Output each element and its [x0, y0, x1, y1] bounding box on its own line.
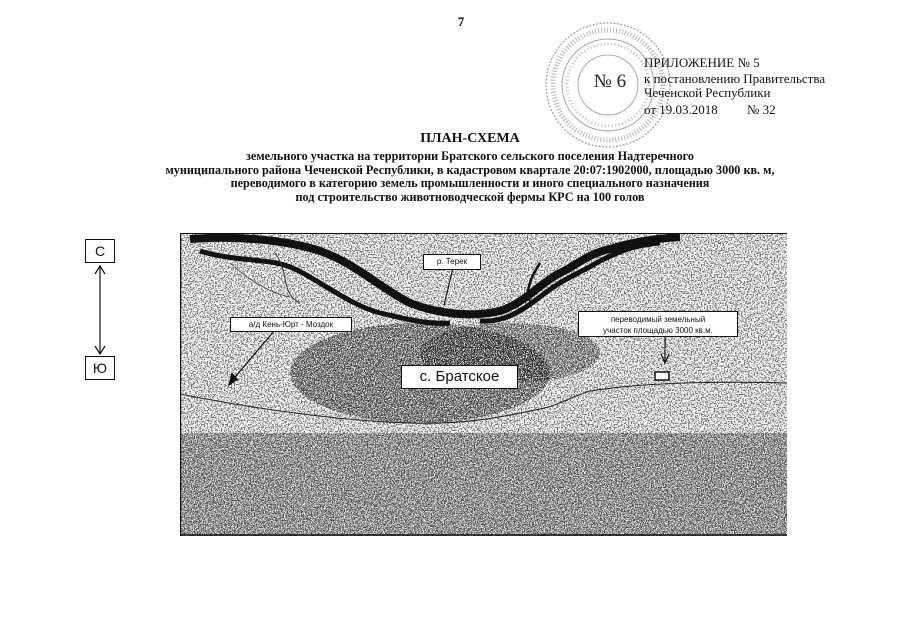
subtitle-line-2: муниципального района Чеченской Республики, в кадастровом квартале 20:07:1902000, площадью 3000 кв. м,: [165, 162, 775, 177]
subtitle-line-3: переводимого в категорию земель промышленности и иного специального назначения: [230, 176, 710, 190]
document-subtitle: [40, 150, 900, 204]
plot-label-line-1: переводимый земельный: [610, 315, 706, 324]
road-label: а/д Кень-Юрт - Моздок: [230, 317, 352, 332]
page-number: 7: [457, 14, 465, 29]
plot-label: [578, 311, 738, 337]
compass-arrow-icon: [90, 264, 110, 356]
stamp-number: № 6: [593, 71, 627, 92]
subtitle-line-4: под строительство животноводческой фермы КРС на 100 голов: [295, 189, 645, 204]
subtitle-line-1: земельного участка на территории Братского сельского поселения Надтеречного: [246, 149, 694, 163]
appendix-date-line: [644, 103, 884, 117]
village-label: с. Братское: [401, 365, 518, 389]
plot-label-line-2: участок площадью 3000 кв.м.: [603, 326, 713, 335]
appendix-title: ПРИЛОЖЕНИЕ № 5: [644, 55, 760, 70]
document-title: ПЛАН-СХЕМА: [420, 131, 520, 146]
appendix-line1: к постановлению Правительства: [644, 71, 826, 86]
appendix-number: № 32: [747, 102, 776, 117]
compass-north: С: [85, 239, 115, 263]
appendix-line2: Чеченской Республики: [644, 85, 771, 100]
river-label: р. Терек: [423, 254, 481, 270]
compass-south: Ю: [85, 356, 115, 380]
appendix-block: [644, 56, 884, 117]
appendix-date: от 19.03.2018: [644, 102, 718, 117]
